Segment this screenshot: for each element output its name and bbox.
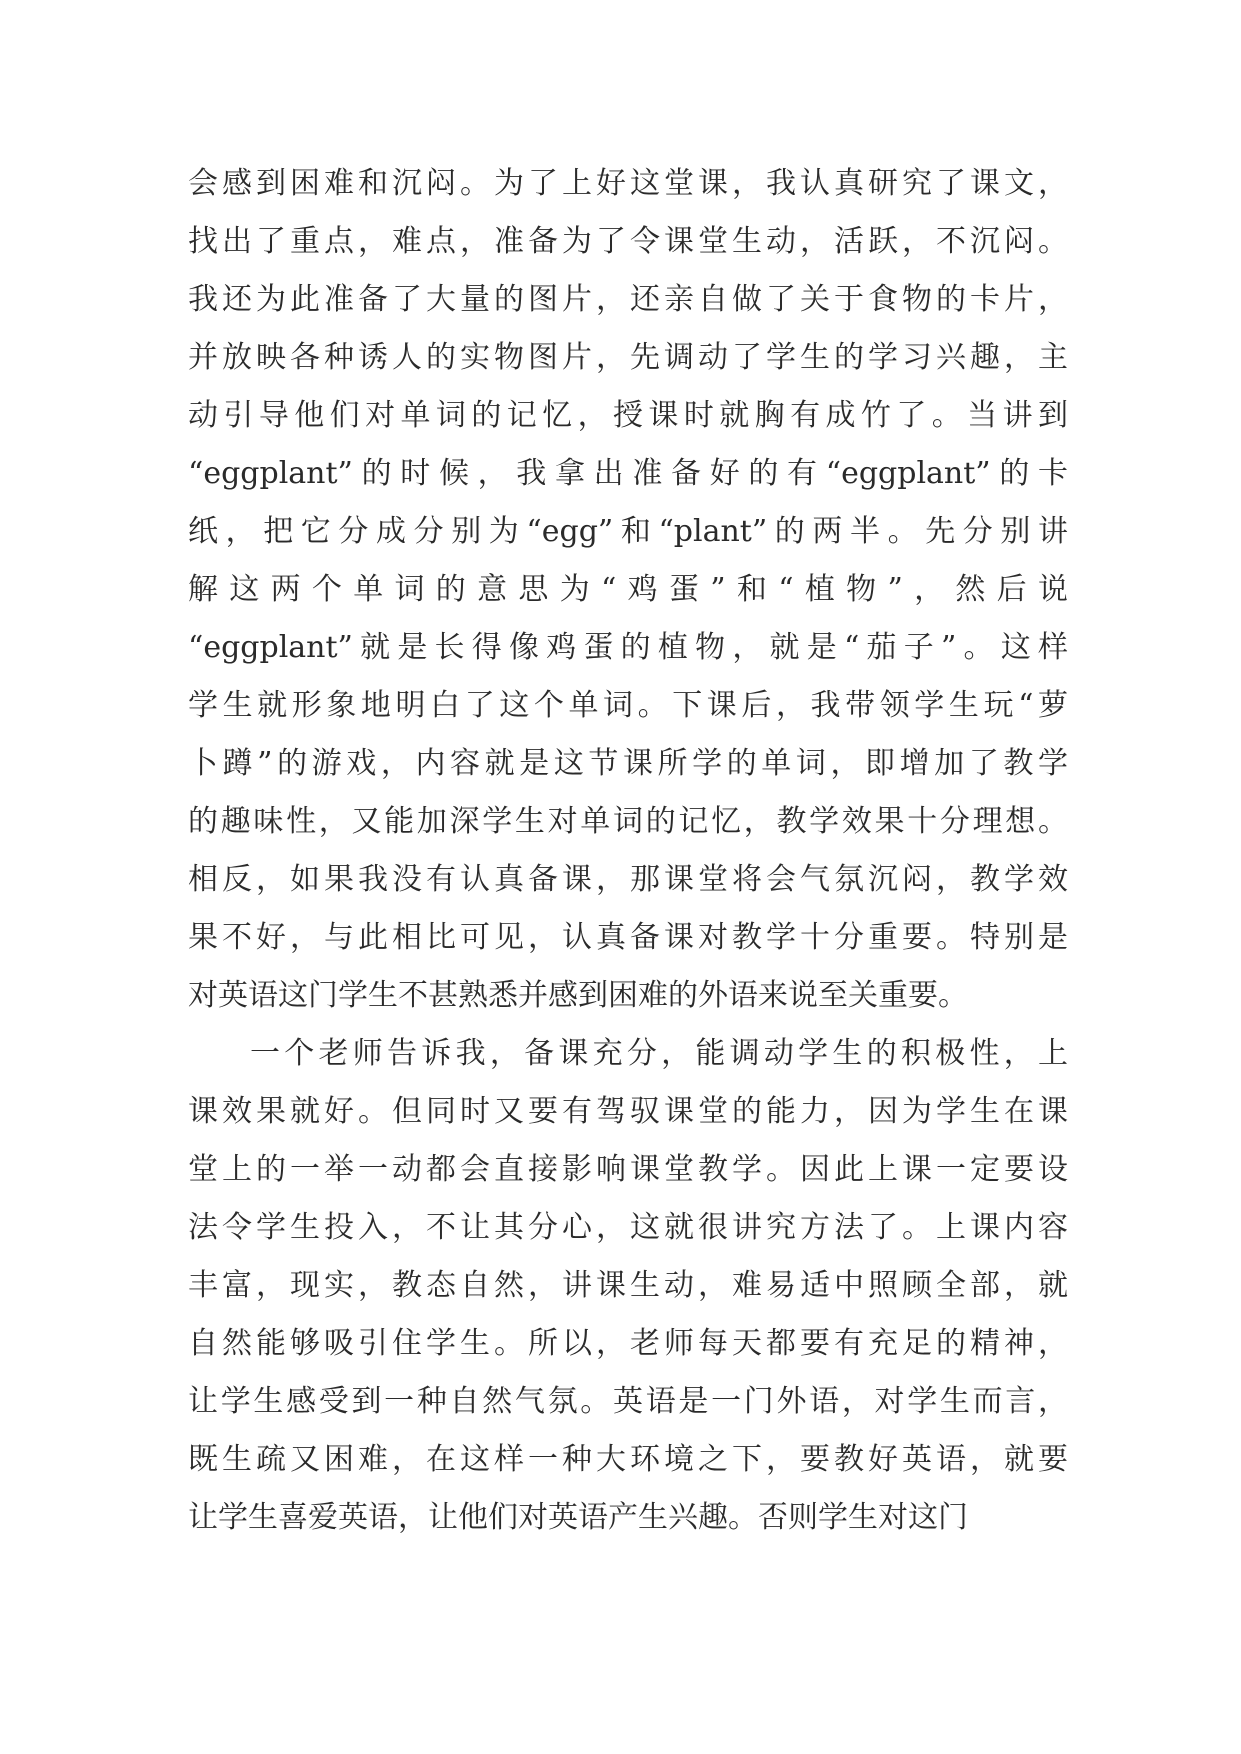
text-line: “eggplant”就是长得像鸡蛋的植物，就是“茄子”。这样 [188, 630, 1068, 665]
text-line: 丰富，现实，教态自然，讲课生动，难易适中照顾全部，就 [188, 1268, 1068, 1303]
text-line: 既生疏又困难，在这样一种大环境之下，要教好英语，就要 [188, 1442, 1068, 1477]
text-line: 解这两个单词的意思为“鸡蛋”和“植物”，然后说 [188, 572, 1068, 607]
text-line-paragraph-start: 一个老师告诉我，备课充分，能调动学生的积极性，上 [250, 1036, 1068, 1071]
text-line: 自然能够吸引住学生。所以，老师每天都要有充足的精神， [188, 1326, 1068, 1361]
text-line: 动引导他们对单词的记忆，授课时就胸有成竹了。当讲到 [188, 398, 1068, 433]
text-line: 我还为此准备了大量的图片，还亲自做了关于食物的卡片， [188, 282, 1068, 317]
text-line: 并放映各种诱人的实物图片，先调动了学生的学习兴趣，主 [188, 340, 1068, 375]
text-line: 对英语这门学生不甚熟悉并感到困难的外语来说至关重要。 [188, 978, 968, 1013]
text-line: 会感到困难和沉闷。为了上好这堂课，我认真研究了课文， [188, 166, 1068, 201]
text-line: 找出了重点，难点，准备为了令课堂生动，活跃，不沉闷。 [188, 224, 1068, 259]
text-line: “eggplant”的时候，我拿出准备好的有“eggplant”的卡 [188, 456, 1068, 491]
text-line: 的趣味性，又能加深学生对单词的记忆，教学效果十分理想。 [188, 804, 1068, 839]
text-line: 卜蹲”的游戏，内容就是这节课所学的单词，即增加了教学 [188, 746, 1068, 781]
text-line: 纸，把它分成分别为“egg”和“plant”的两半。先分别讲 [188, 514, 1068, 549]
text-line: 法令学生投入，不让其分心，这就很讲究方法了。上课内容 [188, 1210, 1068, 1245]
text-line: 学生就形象地明白了这个单词。下课后，我带领学生玩“萝 [188, 688, 1068, 723]
text-line: 果不好，与此相比可见，认真备课对教学十分重要。特别是 [188, 920, 1068, 955]
text-line: 让学生喜爱英语，让他们对英语产生兴趣。否则学生对这门 [188, 1500, 968, 1535]
body-text [188, 155, 1068, 1547]
text-line: 相反，如果我没有认真备课，那课堂将会气氛沉闷，教学效 [188, 862, 1068, 897]
text-line: 让学生感受到一种自然气氛。英语是一门外语，对学生而言， [188, 1384, 1068, 1419]
text-line: 课效果就好。但同时又要有驾驭课堂的能力，因为学生在课 [188, 1094, 1068, 1129]
text-line: 堂上的一举一动都会直接影响课堂教学。因此上课一定要设 [188, 1152, 1068, 1187]
